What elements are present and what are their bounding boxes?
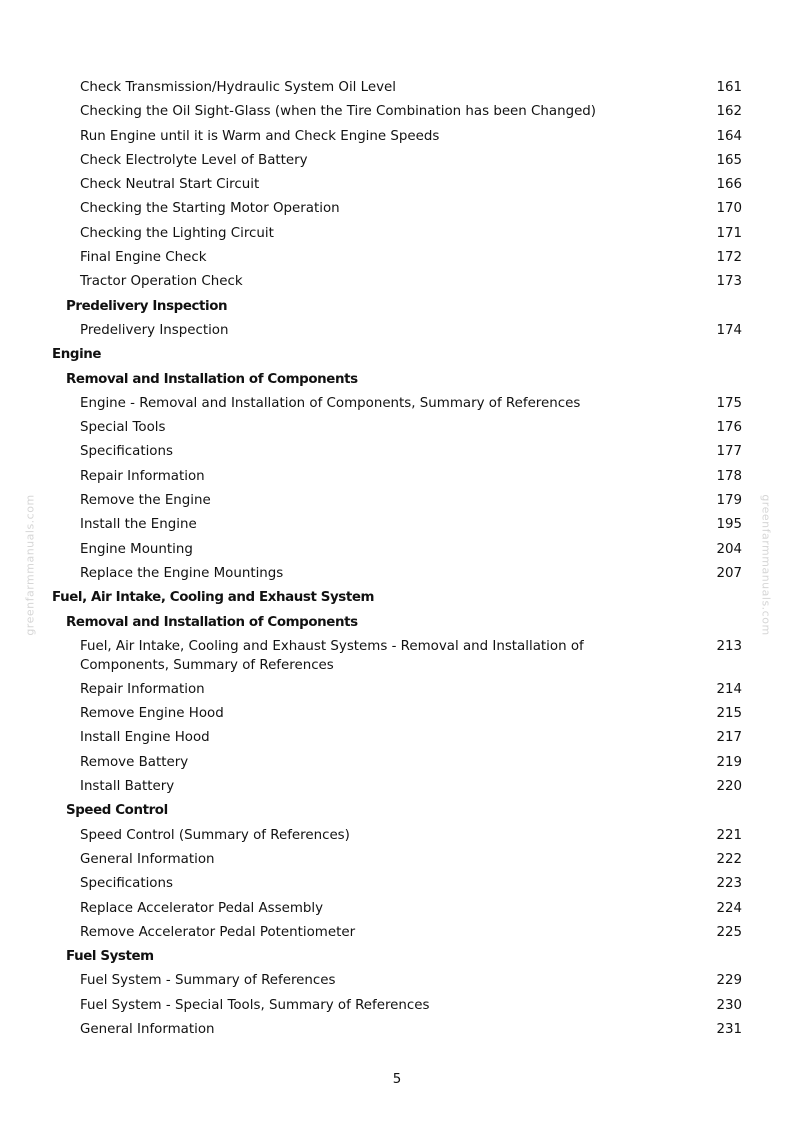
toc-entry[interactable]	[0, 489, 794, 513]
toc-entry-title: Engine Mounting	[80, 541, 193, 557]
toc-entry-page-number: 165	[716, 152, 742, 168]
toc-section-heading	[0, 799, 794, 823]
toc-chapter-heading	[0, 343, 794, 367]
toc-section-heading	[0, 295, 794, 319]
toc-entry[interactable]	[0, 149, 794, 173]
toc-entry[interactable]	[0, 538, 794, 562]
toc-entry-page-number: 177	[716, 444, 742, 460]
toc-chapter-heading	[0, 586, 794, 610]
toc-entry[interactable]	[0, 125, 794, 149]
toc-entry-title: Fuel System	[66, 949, 154, 965]
watermark-right: greenfarmmanuals.com	[759, 494, 773, 636]
toc-entry-page-number: 162	[716, 104, 742, 120]
toc-section-heading	[0, 611, 794, 635]
toc-entry[interactable]	[0, 173, 794, 197]
toc-entry[interactable]	[0, 824, 794, 848]
toc-entry-title: Special Tools	[80, 420, 166, 436]
toc-entry-title: Checking the Starting Motor Operation	[80, 201, 340, 217]
toc-entry-title: Install Engine Hood	[80, 730, 210, 746]
toc-entry-title: Remove Engine Hood	[80, 706, 224, 722]
toc-entry-page-number: 207	[716, 565, 742, 581]
toc-entry[interactable]	[0, 635, 794, 678]
toc-entry[interactable]	[0, 969, 794, 993]
toc-entry-page-number: 215	[716, 706, 742, 722]
toc-entry-page-number: 161	[716, 80, 742, 95]
toc-entry-page-number: 170	[716, 201, 742, 217]
toc-entry[interactable]	[0, 897, 794, 921]
toc-entry-title: Removal and Installation of Components	[66, 614, 358, 630]
toc-entry-title: Removal and Installation of Components	[66, 371, 358, 387]
toc-entry[interactable]	[0, 246, 794, 270]
toc-entry[interactable]	[0, 921, 794, 945]
toc-entry-title: Engine	[52, 347, 102, 363]
toc-entry[interactable]	[0, 197, 794, 221]
toc-section-heading	[0, 945, 794, 969]
toc-entry[interactable]	[0, 76, 794, 100]
toc-entry-title: General Information	[80, 1021, 215, 1037]
toc-entry-page-number: 179	[716, 493, 742, 509]
toc-entry-title: General Information	[80, 851, 215, 867]
toc-entry[interactable]	[0, 775, 794, 799]
toc-entry-title: Speed Control	[66, 803, 168, 819]
toc-entry[interactable]	[0, 465, 794, 489]
toc-entry-page-number: 230	[716, 997, 742, 1013]
toc-entry-title: Check Electrolyte Level of Battery	[80, 152, 308, 168]
toc-entry-page-number: 223	[716, 876, 742, 892]
toc-entry-page-number: 164	[716, 128, 742, 144]
toc-entry-page-number: 224	[716, 900, 742, 916]
toc-entry-title: Specifications	[80, 444, 173, 460]
toc-section-heading	[0, 368, 794, 392]
toc-entry-title: Fuel, Air Intake, Cooling and Exhaust System	[52, 590, 375, 606]
toc-entry-page-number: 175	[716, 395, 742, 411]
toc-entry-title: Check Transmission/Hydraulic System Oil Level	[80, 80, 396, 95]
toc-entry[interactable]	[0, 726, 794, 750]
toc-entry-page-number: 195	[716, 517, 742, 533]
page-number: 5	[392, 1072, 402, 1087]
toc-entry-page-number: 171	[716, 225, 742, 241]
toc-entry[interactable]	[0, 319, 794, 343]
toc-entry[interactable]	[0, 100, 794, 124]
toc-entry-page-number: 174	[716, 322, 742, 338]
toc-entry-page-number: 231	[716, 1021, 742, 1037]
toc-entry-title: Run Engine until it is Warm and Check Engine Speeds	[80, 128, 440, 144]
toc-entry-title: Engine - Removal and Installation of Components, Summary of References	[80, 395, 581, 411]
toc-entry-page-number: 221	[716, 827, 742, 843]
toc-entry-title: Fuel, Air Intake, Cooling and Exhaust Systems - Removal and Installation of Components, Summary of References	[80, 638, 584, 673]
toc-entry-title: Replace the Engine Mountings	[80, 565, 284, 581]
watermark-left: greenfarmmanuals.com	[23, 494, 37, 636]
toc-entry-title: Install Battery	[80, 779, 175, 795]
toc-entry-page-number: 173	[716, 274, 742, 290]
toc-entry-page-number: 172	[716, 250, 742, 266]
table-of-contents	[0, 76, 794, 1042]
toc-entry-title: Checking the Oil Sight-Glass (when the Tire Combination has been Changed)	[80, 104, 597, 120]
toc-entry-title: Final Engine Check	[80, 250, 207, 266]
toc-entry[interactable]	[0, 872, 794, 896]
toc-entry[interactable]	[0, 751, 794, 775]
toc-entry-page-number: 225	[716, 924, 742, 940]
toc-entry[interactable]	[0, 416, 794, 440]
toc-entry-title: Install the Engine	[80, 517, 197, 533]
toc-entry-page-number: 222	[716, 851, 742, 867]
toc-entry-title: Remove Accelerator Pedal Potentiometer	[80, 924, 356, 940]
toc-entry[interactable]	[0, 562, 794, 586]
toc-entry-title: Fuel System - Summary of References	[80, 973, 336, 989]
toc-entry-title: Repair Information	[80, 468, 205, 484]
toc-entry-title: Fuel System - Special Tools, Summary of References	[80, 997, 430, 1013]
toc-entry-page-number: 220	[716, 779, 742, 795]
toc-entry-title: Check Neutral Start Circuit	[80, 177, 260, 193]
toc-entry-title: Replace Accelerator Pedal Assembly	[80, 900, 324, 916]
toc-entry[interactable]	[0, 440, 794, 464]
toc-entry[interactable]	[0, 392, 794, 416]
toc-entry[interactable]	[0, 1018, 794, 1042]
toc-entry[interactable]	[0, 513, 794, 537]
toc-entry-page-number: 176	[716, 420, 742, 436]
toc-entry-title: Predelivery Inspection	[66, 298, 228, 314]
toc-entry[interactable]	[0, 848, 794, 872]
toc-entry-title: Checking the Lighting Circuit	[80, 225, 274, 241]
toc-entry[interactable]	[0, 678, 794, 702]
toc-entry[interactable]	[0, 702, 794, 726]
toc-entry-title: Specifications	[80, 876, 173, 892]
toc-entry-page-number: 214	[716, 681, 742, 697]
toc-entry-title: Repair Information	[80, 681, 205, 697]
toc-entry[interactable]	[0, 270, 794, 294]
toc-entry-page-number: 213	[716, 638, 742, 654]
toc-entry-page-number: 229	[716, 973, 742, 989]
toc-entry-title: Speed Control (Summary of References)	[80, 827, 350, 843]
toc-entry[interactable]	[0, 994, 794, 1018]
toc-entry-title: Tractor Operation Check	[80, 274, 243, 290]
toc-entry-page-number: 178	[716, 468, 742, 484]
toc-entry-page-number: 166	[716, 177, 742, 193]
toc-entry-page-number: 217	[716, 730, 742, 746]
toc-entry-page-number: 204	[716, 541, 742, 557]
toc-entry[interactable]	[0, 222, 794, 246]
toc-entry-title: Predelivery Inspection	[80, 322, 229, 338]
toc-entry-title: Remove Battery	[80, 754, 189, 770]
toc-entry-page-number: 219	[716, 754, 742, 770]
toc-entry-title: Remove the Engine	[80, 493, 211, 509]
